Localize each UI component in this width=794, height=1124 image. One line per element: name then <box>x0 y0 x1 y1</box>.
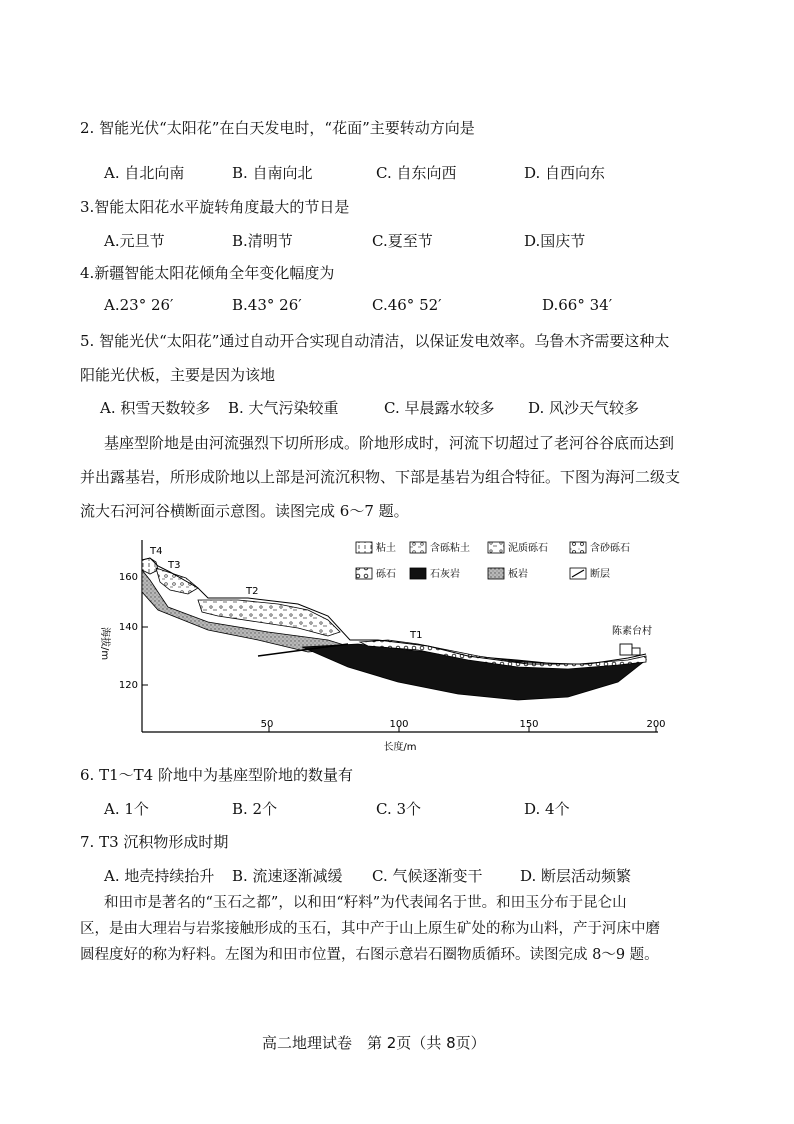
q5-stem-line1: 5. 智能光伏“太阳花”通过自动开合实现自动清洁，以保证发电效率。乌鲁木齐需要这种太 <box>80 332 670 350</box>
x-tick-label: 100 <box>389 719 409 730</box>
village-house-icon <box>632 648 640 655</box>
passage1-line1: 基座型阶地是由河流强烈下切所形成。阶地形成时，河流下切超过了老河谷谷底而达到 <box>104 434 675 452</box>
legend-swatch-slate <box>488 568 504 579</box>
passage2-line2: 区，是由大理岩与岩浆接触形成的玉石，其中产于山上原生矿处的称为山料，产于河床中磨 <box>80 921 660 937</box>
y-tick-label: 140 <box>118 622 138 633</box>
y-axis-label: 海拔/m <box>99 627 110 661</box>
q2-option-b: B. 自南向北 <box>232 164 313 182</box>
x-axis-label: 长度/m <box>383 742 417 753</box>
passage2-line3: 圆程度好的称为籽料。左图为和田市位置，右图示意岩石圈物质循环。读图完成 8～9 题。 <box>80 947 659 963</box>
q5-option-b: B. 大气污染较重 <box>228 399 339 417</box>
legend-swatch-gravel-clay <box>410 542 426 553</box>
q2-stem: 2. 智能光伏“太阳花”在白天发电时，“花面”主要转动方向是 <box>80 119 475 137</box>
terrace-label-t2: T2 <box>246 586 259 597</box>
village-house-icon <box>620 644 632 655</box>
legend-label: 含砾粘土 <box>430 543 470 554</box>
q7-option-d: D. 断层活动频繁 <box>520 867 632 885</box>
q3-option-b: B.清明节 <box>232 232 293 250</box>
page-footer: 高二地理试卷 第 2页（共 8页） <box>262 1034 486 1052</box>
legend-label: 粘土 <box>376 543 396 554</box>
q7-option-b: B. 流速逐渐减缓 <box>232 867 343 885</box>
legend-label: 泥质砾石 <box>508 543 548 554</box>
legend-swatch-mud-gravel <box>488 542 504 553</box>
passage1-line3: 流大石河河谷横断面示意图。读图完成 6～7 题。 <box>80 502 409 520</box>
q2-option-d: D. 自西向东 <box>524 164 606 182</box>
legend-swatch-limestone <box>410 568 426 579</box>
valley-cross-section-figure <box>98 532 698 762</box>
y-tick-label: 160 <box>118 572 138 583</box>
legend-swatch-sand-gravel <box>570 542 586 553</box>
q3-option-a: A.元旦节 <box>104 232 165 250</box>
q6-option-b: B. 2个 <box>232 800 278 818</box>
x-tick-label: 50 <box>260 719 274 730</box>
terrace-label-t1: T1 <box>410 630 423 641</box>
x-tick-label: 150 <box>519 719 539 730</box>
q4-option-a: A.23° 26′ <box>104 296 174 314</box>
q4-option-c: C.46° 52′ <box>372 296 442 314</box>
q2-option-c: C. 自东向西 <box>376 164 457 182</box>
y-tick-label: 120 <box>118 680 138 691</box>
q5-stem-line2: 阳能光伏板，主要是因为该地 <box>80 366 276 384</box>
t3-deposit <box>156 568 198 594</box>
q6-option-d: D. 4个 <box>524 800 570 818</box>
legend-label: 砾石 <box>376 569 396 580</box>
legend-swatch-gravel <box>356 568 372 579</box>
legend-label: 板岩 <box>508 569 528 580</box>
q6-option-c: C. 3个 <box>376 800 422 818</box>
q7-option-a: A. 地壳持续抬升 <box>104 867 215 885</box>
terrace-label-t3: T3 <box>168 560 181 571</box>
x-tick-label: 200 <box>646 719 666 730</box>
q6-option-a: A. 1个 <box>104 800 149 818</box>
q3-option-d: D.国庆节 <box>524 232 586 250</box>
q6-stem: 6. T1～T4 阶地中为基座型阶地的数量有 <box>80 766 353 784</box>
q5-option-a: A. 积雪天数较多 <box>100 399 211 417</box>
q3-option-c: C.夏至节 <box>372 232 433 250</box>
legend-swatch-clay <box>356 542 372 553</box>
q3-stem: 3.智能太阳花水平旋转角度最大的节日是 <box>80 198 350 216</box>
q2-option-a: A. 自北向南 <box>104 164 185 182</box>
passage1-line2: 并出露基岩，所形成阶地以上部是河流沉积物、下部是基岩为组合特征。下图为海河二级支 <box>80 468 681 486</box>
q4-option-d: D.66° 34′ <box>542 296 613 314</box>
legend-label: 石灰岩 <box>430 569 460 580</box>
legend-label: 含砂砾石 <box>590 543 630 554</box>
q5-option-c: C. 早晨露水较多 <box>384 399 495 417</box>
legend-label: 断层 <box>590 569 610 580</box>
q4-stem: 4.新疆智能太阳花倾角全年变化幅度为 <box>80 264 335 282</box>
q4-option-b: B.43° 26′ <box>232 296 302 314</box>
t4-clay-deposit <box>142 558 158 574</box>
terrace-label-t4: T4 <box>150 546 163 557</box>
village-label: 陈素台村 <box>612 626 652 637</box>
q5-option-d: D. 风沙天气较多 <box>528 399 640 417</box>
passage2-line1: 和田市是著名的“玉石之都”，以和田“籽料”为代表闻名于世。和田玉分布于昆仑山 <box>104 895 627 911</box>
figure-legend <box>356 541 630 580</box>
q7-option-c: C. 气候逐渐变干 <box>372 867 483 885</box>
limestone-bedrock <box>302 644 646 700</box>
q7-stem: 7. T3 沉积物形成时期 <box>80 833 229 851</box>
